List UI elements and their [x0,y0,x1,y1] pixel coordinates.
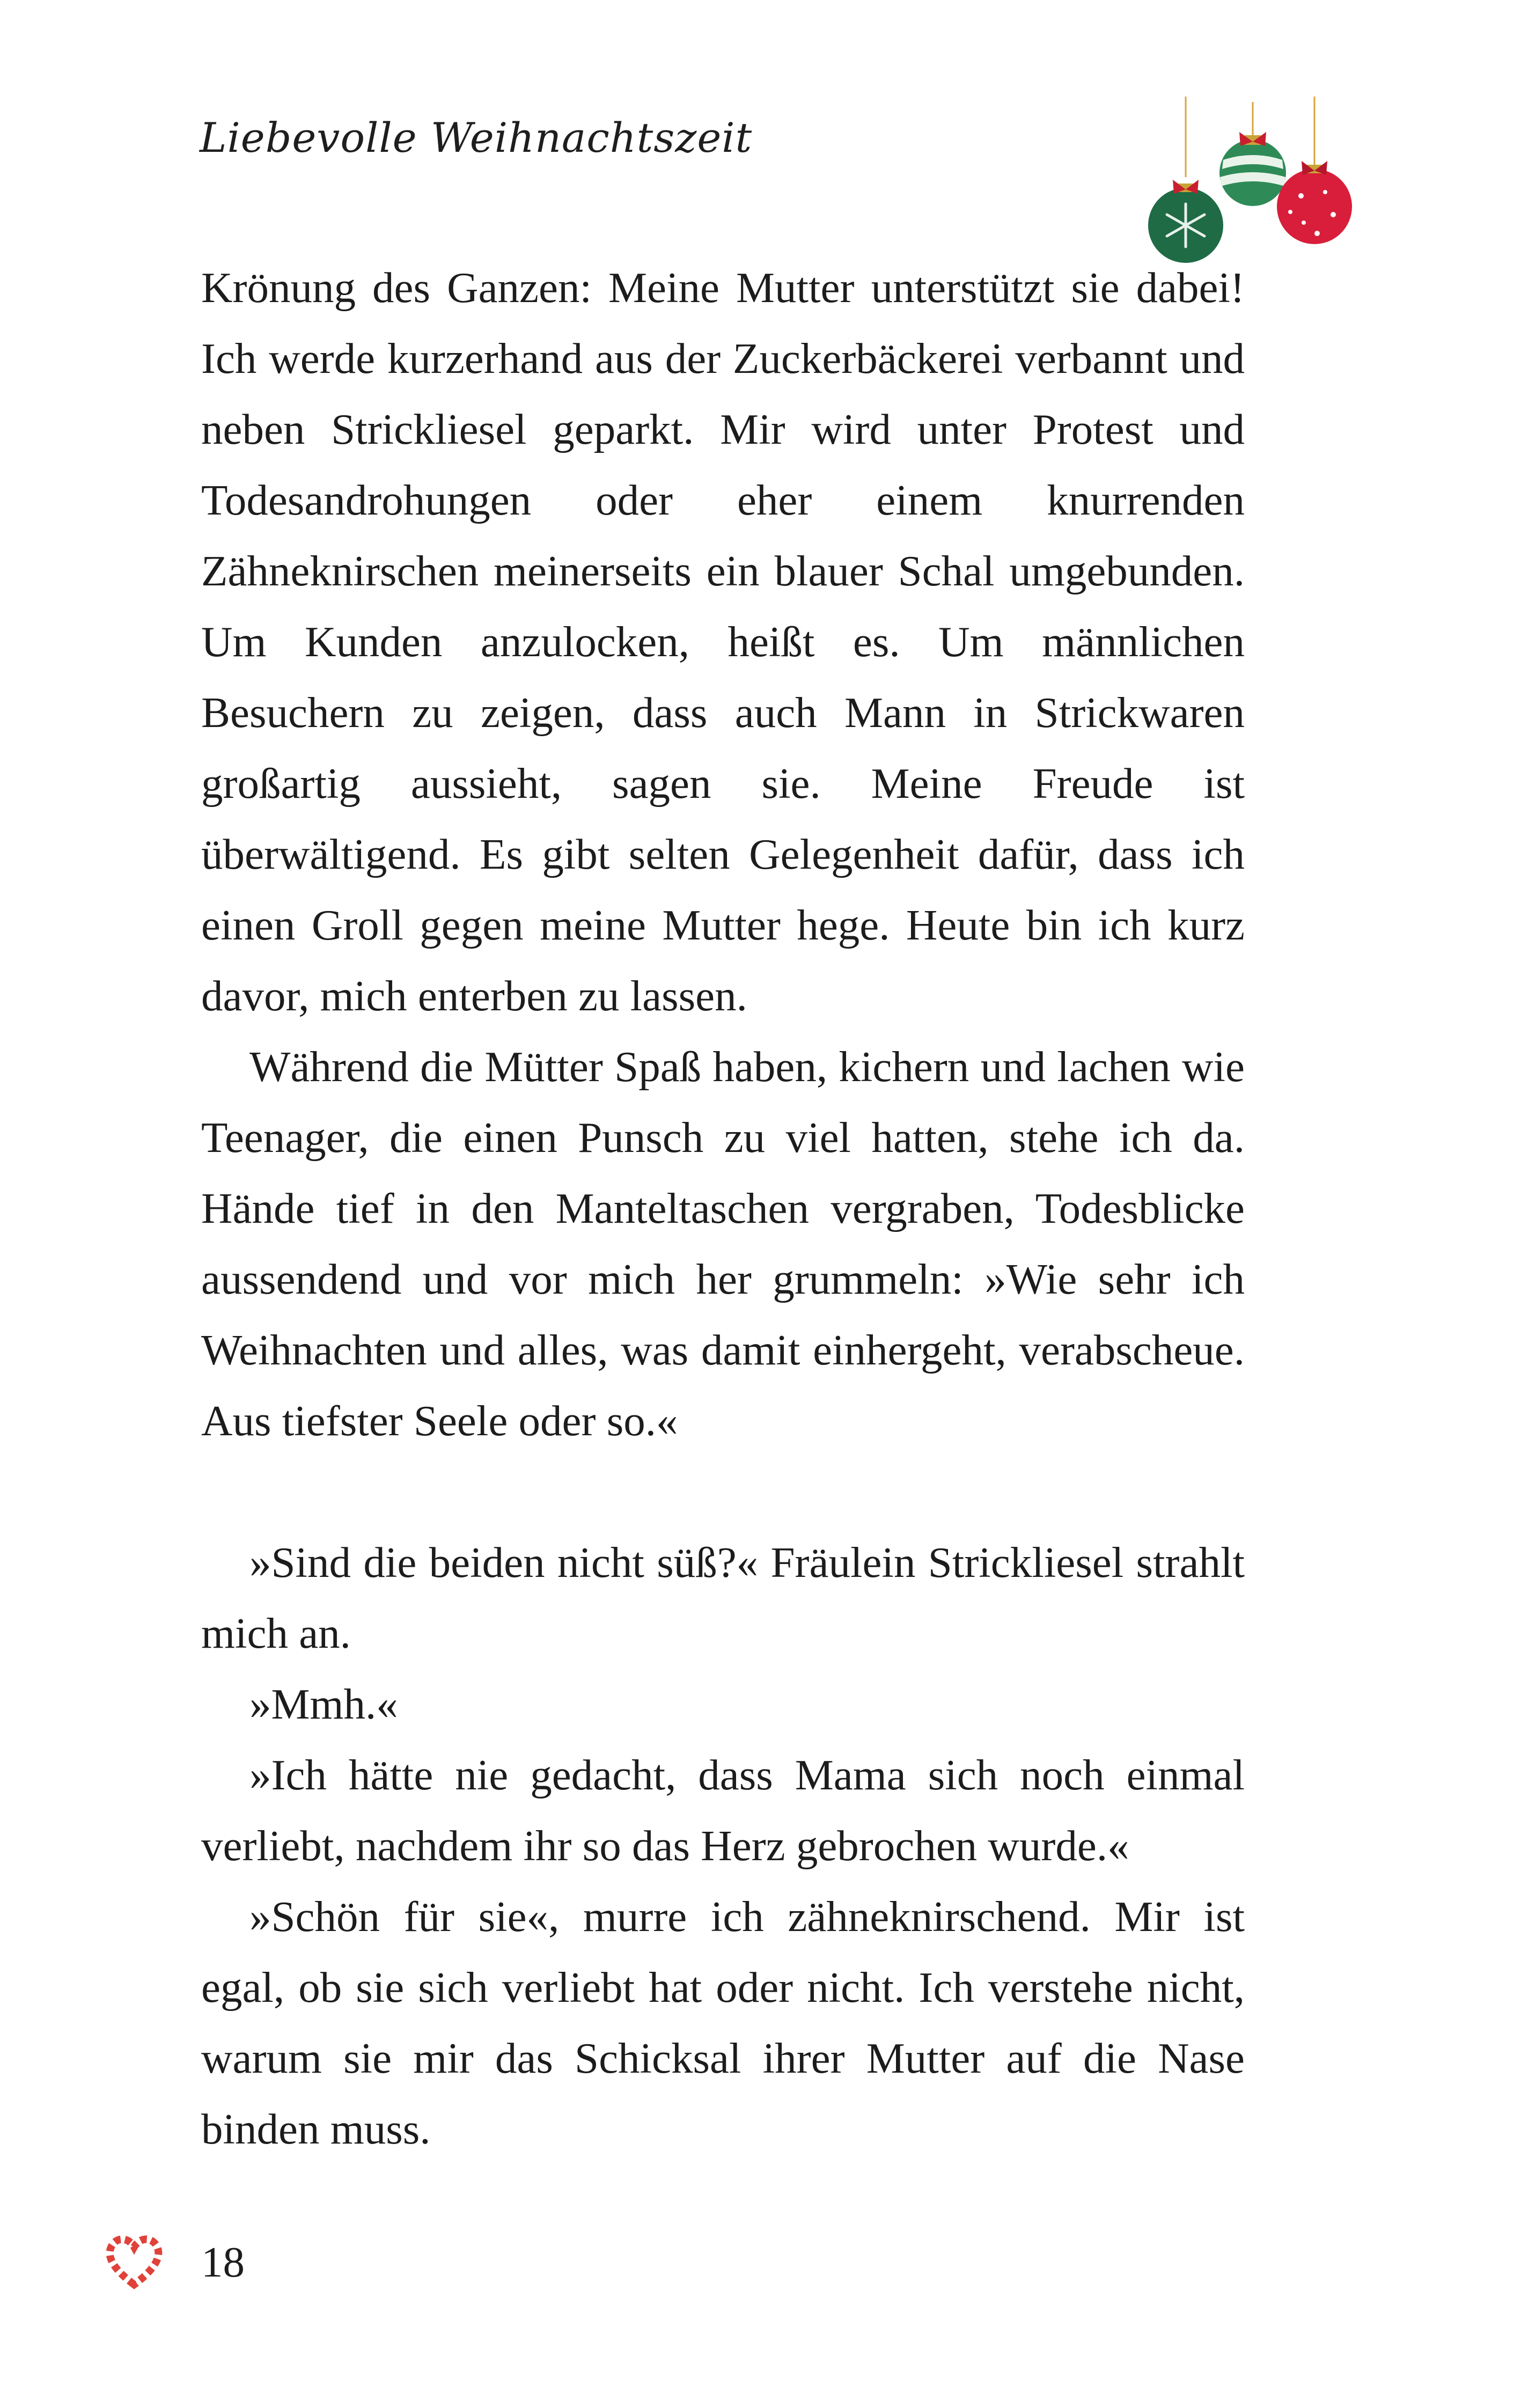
running-header-title: Liebevolle Weihnachtszeit [200,114,753,161]
paragraph-1: Krönung des Ganzen: Meine Mutter unterstützt sie dabei! Ich werde kurzerhand aus der Zuckerbäckerei verbannt und neben Strickliesel geparkt. Mir wird unter Protest und Todesandrohungen oder eher einem knurrenden Zähneknirschen meinerseits ein blauer Schal umgebunden. Um Kunden anzulocken, heißt es. Um männlichen Besuchern zu zeigen, dass auch Mann in Strickwaren großartig aussieht, sagen sie. Meine Freude ist überwältigend. Es gibt selten Gelegenheit dafür, dass ich einen Groll gegen meine Mutter hege. Heute bin ich kurz davor, mich enterben zu lassen. [201,263,1245,1020]
paragraph-6: »Schön für sie«, murre ich zähneknirschend. Mir ist egal, ob sie sich verliebt hat oder nicht. Ich verstehe nicht, warum sie mir das Schicksal ihrer Mutter auf die Nase binden muss. [201,1892,1245,2153]
candy-cane-heart-icon [102,2227,166,2291]
paragraph-5: »Ich hätte nie gedacht, dass Mama sich noch einmal verliebt, nachdem ihr so das Herz gebrochen wurde.« [201,1751,1245,1870]
body-text [201,252,1245,2164]
page-number: 18 [201,2238,245,2286]
paragraph-4: »Mmh.« [249,1680,398,1728]
section-break [201,1456,1245,1527]
page-footer [102,2227,317,2296]
paragraph-3: »Sind die beiden nicht süß?« Fräulein Strickliesel strahlt mich an. [201,1538,1245,1657]
paragraph-2: Während die Mütter Spaß haben, kichern und lachen wie Teenager, die einen Punsch zu viel hatten, stehe ich da. Hände tief in den Manteltaschen vergraben, Todesblicke aussendend und vor mich her grummeln: »Wie sehr ich Weihnachten und alles, was damit einhergeht, verabscheue. Aus tiefster Seele oder so.« [201,1043,1245,1445]
christmas-baubles-icon [1137,97,1363,274]
